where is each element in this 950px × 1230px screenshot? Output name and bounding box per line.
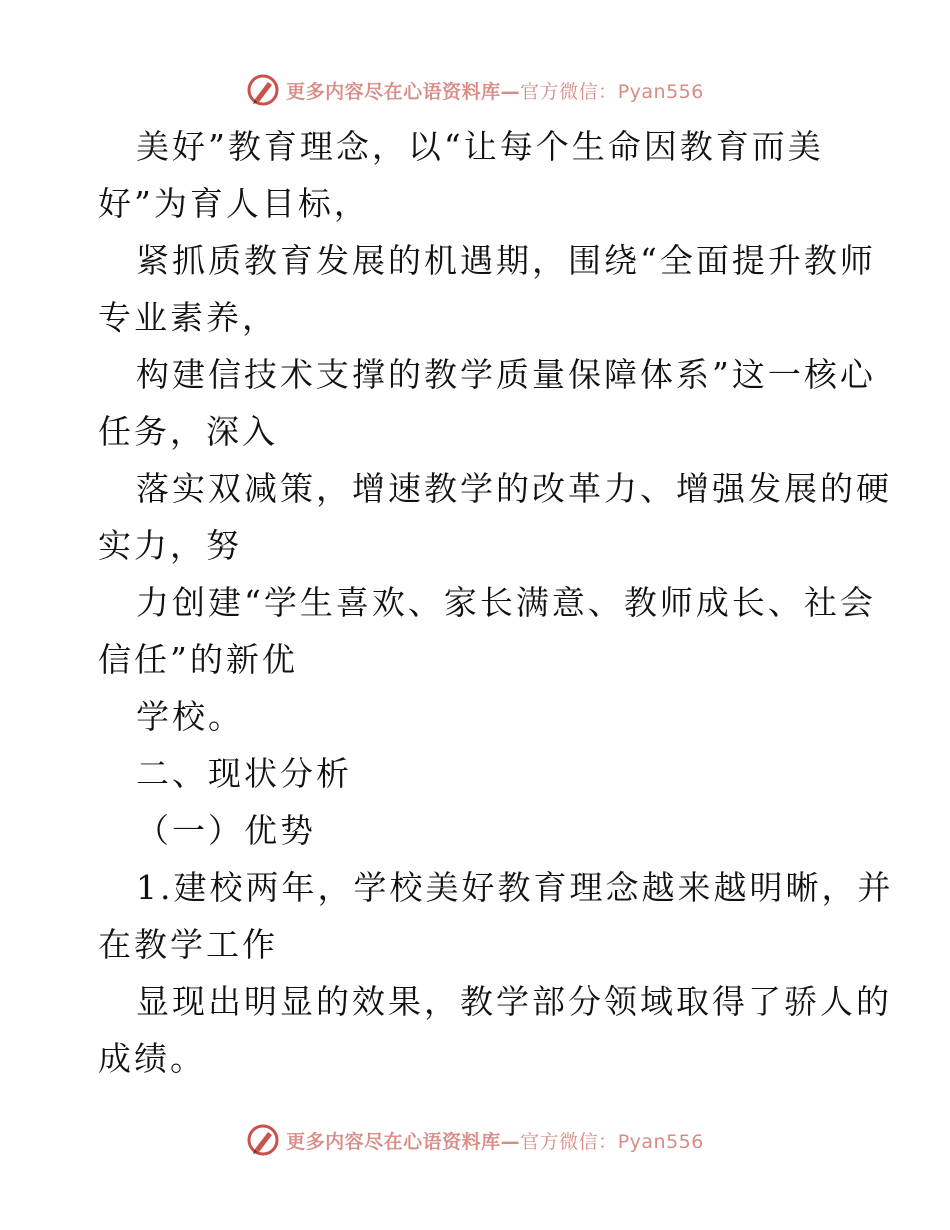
body-line: 构建信技术支撑的教学质量保障体系”这一核心 xyxy=(136,355,876,394)
subsection-heading: （一）优势 xyxy=(136,811,316,850)
watermark-text xyxy=(286,77,704,104)
body-line: 1.建校两年，学校美好教育理念越来越明晰，并 xyxy=(136,868,894,907)
body-line: 力创建“学生喜欢、家长满意、教师成长、社会 xyxy=(136,583,876,622)
body-line: 学校。 xyxy=(136,697,244,736)
pen-logo-icon xyxy=(246,73,280,107)
watermark-site: 更多内容尽在心语资料库 xyxy=(286,1130,501,1153)
document-body xyxy=(98,118,894,1087)
body-line: 在教学工作 xyxy=(98,925,278,964)
body-line: 显现出明显的效果，教学部分领域取得了骄人的 xyxy=(136,982,892,1021)
header-watermark xyxy=(0,68,950,112)
body-line: 信任”的新优 xyxy=(98,640,298,679)
watermark-separator: — xyxy=(500,80,521,103)
body-line: 美好”教育理念，以“让每个生命因教育而美 xyxy=(136,127,824,166)
section-heading: 二、现状分析 xyxy=(136,754,352,793)
body-line: 实力，努 xyxy=(98,526,242,565)
body-line: 专业素养， xyxy=(98,298,278,337)
body-line: 落实双减策，增速教学的改革力、增强发展的硬 xyxy=(136,469,892,508)
watermark-site: 更多内容尽在心语资料库 xyxy=(286,80,501,103)
watermark-separator: — xyxy=(500,1130,521,1153)
watermark-wechat-label: 官方微信： xyxy=(520,80,618,103)
body-line: 成绩。 xyxy=(98,1039,206,1078)
body-line: 紧抓质教育发展的机遇期，围绕“全面提升教师 xyxy=(136,241,876,280)
footer-watermark xyxy=(0,1118,950,1162)
watermark-wechat-label: 官方微信： xyxy=(520,1130,618,1153)
body-line: 任务，深入 xyxy=(98,412,278,451)
watermark-wechat-id: Pyan556 xyxy=(617,1130,704,1153)
watermark-text xyxy=(286,1127,704,1154)
pen-logo-icon xyxy=(246,1123,280,1157)
body-line: 好”为育人目标， xyxy=(98,184,370,223)
watermark-wechat-id: Pyan556 xyxy=(617,80,704,103)
